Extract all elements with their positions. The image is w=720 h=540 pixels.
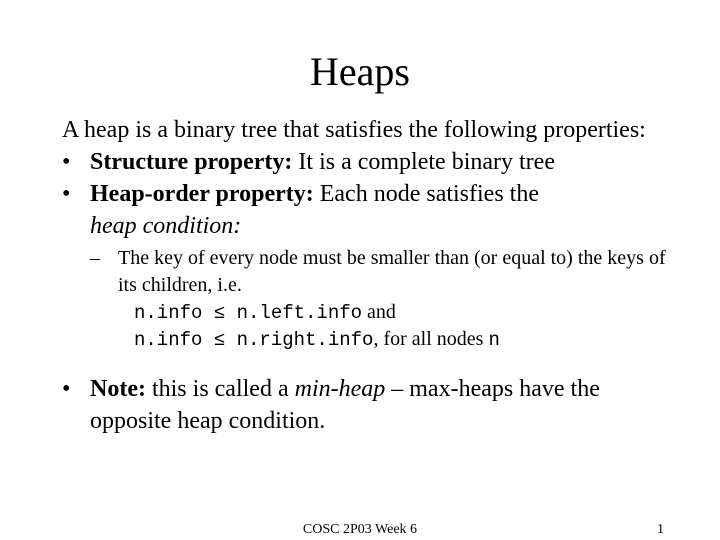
bullet-marker: • xyxy=(62,149,71,175)
heap-condition-term: heap condition: xyxy=(90,213,242,239)
bullet-heap-order-label: Heap-order property: xyxy=(90,181,314,207)
code-left-expr: n.info ≤ n.left.info xyxy=(134,302,363,324)
bullet-note xyxy=(62,373,682,437)
note-label: Note: xyxy=(90,376,146,402)
bullet-marker: • xyxy=(62,376,71,402)
sub-bullet-key-rule xyxy=(90,242,682,299)
code-line-left xyxy=(134,299,682,326)
code-left-after: and xyxy=(362,301,396,323)
sub-bullet-text: The key of every node must be smaller than (or equal to) the keys of its children, i.e. xyxy=(118,247,666,296)
slide-title: Heaps xyxy=(310,49,410,94)
footer-page-number: 1 xyxy=(657,522,664,537)
note-text-2: – max-heaps have the opposite heap condition. xyxy=(90,376,600,434)
bullet-heap-order-property xyxy=(62,178,682,242)
note-text-1: this is called a xyxy=(145,376,295,402)
code-right-after: , for all nodes xyxy=(373,328,489,350)
bullet-heap-order-text: Each node satisfies the xyxy=(313,181,539,207)
bullet-structure-text: It is a complete binary tree xyxy=(292,149,555,175)
bullet-structure-label: Structure property: xyxy=(90,149,293,175)
intro-text: A heap is a binary tree that satisfies the following properties: xyxy=(62,117,646,143)
footer-course: COSC 2P03 Week 6 xyxy=(302,522,418,537)
code-right-var: n xyxy=(488,329,500,351)
slide-body xyxy=(62,114,682,437)
code-right-expr: n.info ≤ n.right.info xyxy=(134,329,374,351)
bullet-structure-property xyxy=(62,146,682,178)
min-heap-term: min-heap xyxy=(294,376,386,402)
spacer xyxy=(62,353,682,373)
code-line-right xyxy=(134,326,682,353)
sub-bullet-marker: – xyxy=(90,247,100,269)
bullet-marker: • xyxy=(62,181,71,207)
